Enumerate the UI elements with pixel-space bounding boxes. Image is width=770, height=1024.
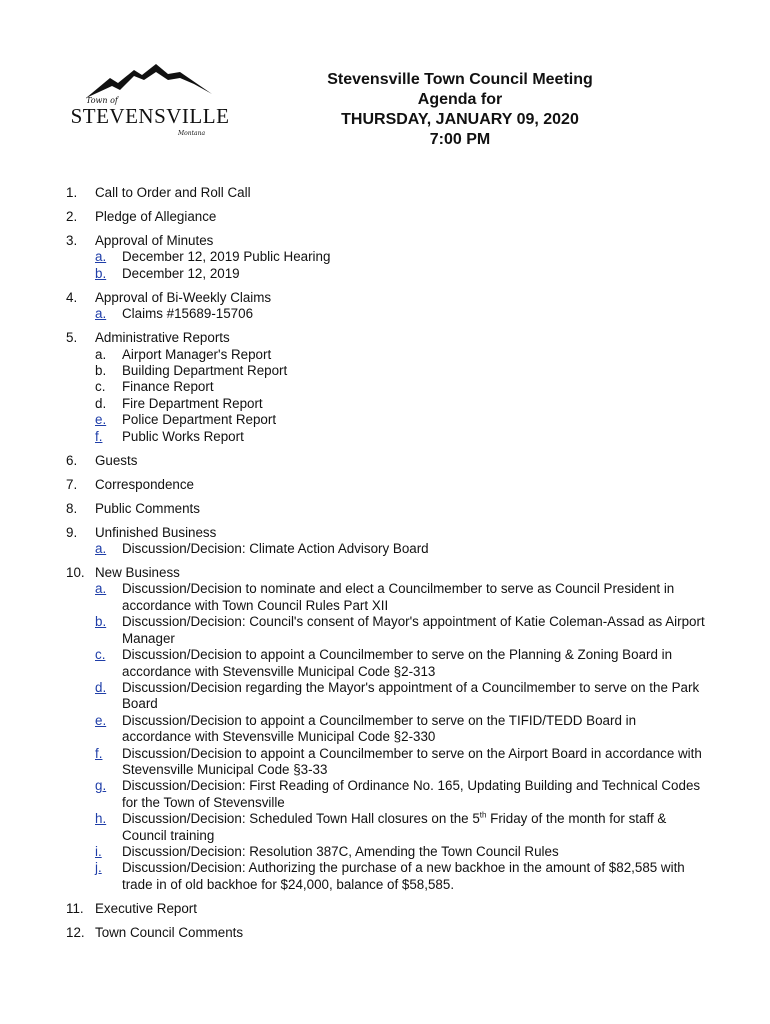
subitem-attachment-link[interactable]: e. (95, 712, 107, 728)
logo-state: Montana (178, 130, 206, 137)
subitem-text-main: Discussion/Decision: Council's consent of Mayor's appointment of Katie Coleman-Assad as Airport Manager (122, 614, 705, 646)
agenda-item-title: Administrative Reports (95, 330, 230, 346)
meeting-date: THURSDAY, JANUARY 09, 2020 (341, 111, 579, 128)
subitem-attachment-link[interactable]: a. (95, 306, 107, 322)
agenda-item-title: Approval of Minutes (95, 233, 214, 248)
subitem-text (122, 541, 706, 557)
agenda-item-title: Executive Report (95, 900, 197, 916)
agenda-item-body (95, 233, 706, 282)
agenda-header (300, 70, 620, 150)
meeting-time: 7:00 PM (429, 131, 491, 148)
agenda-subitem (95, 778, 706, 811)
subitem-text-main: Discussion/Decision: Scheduled Town Hall closures on the 5 (122, 811, 480, 827)
agenda-item-title: Approval of Bi-Weekly Claims (95, 289, 272, 305)
agenda-item-body (95, 525, 706, 558)
subitem-text (122, 412, 706, 428)
subitem-attachment-link[interactable]: c. (95, 647, 106, 663)
agenda-item-title: Town Council Comments (95, 924, 244, 940)
agenda-subitem (95, 860, 706, 893)
subitem-superscript: th (479, 810, 487, 820)
agenda-item-body (95, 477, 706, 493)
subitem-attachment-link[interactable]: a. (95, 249, 107, 265)
agenda-item-body (95, 901, 706, 917)
agenda-item-title: New Business (95, 565, 180, 581)
agenda-item-body (95, 290, 706, 323)
agenda-item-body (95, 209, 706, 225)
agenda-subitem (95, 844, 706, 860)
agenda-item-number: 9. (66, 524, 78, 540)
subitem-text (122, 811, 706, 844)
subitem-text-continued: Friday of the month for staff & Council training (122, 811, 667, 843)
agenda-for-label: Agenda for (417, 91, 503, 108)
subitem-text (122, 363, 706, 379)
agenda-item (66, 565, 706, 893)
agenda-item (66, 453, 706, 469)
logo-town-name: STEVENSVILLE (70, 104, 230, 128)
town-logo (70, 64, 230, 144)
agenda-item-body (95, 925, 706, 941)
subitem-text (122, 396, 706, 412)
subitem-text (122, 581, 706, 614)
subitem-text-main: Discussion/Decision: Resolution 387C, Amending the Town Council Rules (122, 843, 559, 859)
agenda-subitem (95, 746, 706, 779)
subitem-text-main: Building Department Report (122, 363, 288, 379)
agenda-item (66, 501, 706, 517)
agenda-subitem (95, 412, 706, 428)
subitem-attachment-link[interactable]: i. (95, 843, 102, 859)
subitem-attachment-link[interactable]: b. (95, 614, 107, 630)
meeting-title: Stevensville Town Council Meeting (327, 71, 593, 88)
logo-town-of: Town of (86, 96, 118, 105)
agenda-item-number: 7. (66, 476, 78, 492)
subitem-text-main: Discussion/Decision to appoint a Councilmember to serve on the Airport Board in accordance with Stevensville Municipal Code §3-33 (122, 745, 702, 777)
subitem-attachment-link[interactable]: a. (95, 541, 107, 557)
agenda-item (66, 330, 706, 445)
subitem-text-main: Police Department Report (122, 412, 277, 428)
subitem-attachment-link[interactable]: g. (95, 778, 107, 794)
subitem-attachment-link[interactable]: f. (95, 745, 103, 761)
agenda-item-number: 11. (66, 900, 84, 916)
subitem-letter: d. (95, 395, 107, 411)
subitem-text-main: Discussion/Decision to appoint a Councilmember to serve on the TIFID/TEDD Board in accordance with Stevensville Municipal Code §2-330 (122, 712, 637, 745)
agenda-item-body (95, 330, 706, 445)
agenda-subitem (95, 581, 706, 614)
agenda-item-number: 3. (66, 233, 78, 248)
subitem-letter: c. (95, 379, 106, 395)
agenda-subitem (95, 306, 706, 322)
subitem-text (122, 379, 706, 395)
agenda-item-body (95, 501, 706, 517)
subitem-text (122, 746, 706, 779)
agenda-item-number: 10. (66, 565, 85, 581)
subitem-attachment-link[interactable]: j. (95, 860, 102, 876)
agenda-item (66, 185, 706, 201)
subitem-text (122, 860, 706, 893)
agenda-subitem (95, 647, 706, 680)
agenda-subitem (95, 811, 706, 844)
subitem-text (122, 429, 706, 445)
subitem-text-main: December 12, 2019 Public Hearing (122, 249, 331, 265)
agenda-subitem (95, 429, 706, 445)
subitem-text (122, 249, 706, 265)
agenda-item (66, 233, 706, 282)
subitem-text-main: Finance Report (122, 379, 214, 395)
agenda-subitem (95, 266, 706, 282)
agenda-item (66, 525, 706, 558)
agenda-item-number: 6. (66, 452, 78, 468)
subitem-text-main: Discussion/Decision regarding the Mayor's appointment of a Councilmember to serve on the Park Board (122, 679, 700, 712)
subitem-text-main: Airport Manager's Report (122, 346, 272, 362)
agenda-item-title: Correspondence (95, 476, 195, 492)
subitem-text-main: Fire Department Report (122, 395, 263, 411)
subitem-attachment-link[interactable]: d. (95, 679, 107, 695)
subitem-attachment-link[interactable]: f. (95, 428, 103, 444)
subitem-attachment-link[interactable]: b. (95, 265, 107, 281)
subitem-text-main: Discussion/Decision: Climate Action Advisory Board (122, 541, 429, 557)
agenda-subitem (95, 713, 706, 746)
agenda-item-body (95, 185, 706, 201)
subitem-text (122, 306, 706, 322)
subitem-text (122, 713, 706, 746)
subitem-text (122, 778, 706, 811)
agenda-subitem (95, 680, 706, 713)
agenda-item-body (95, 565, 706, 893)
agenda-item-number: 2. (66, 209, 78, 224)
subitem-attachment-link[interactable]: h. (95, 811, 107, 827)
agenda-item (66, 901, 706, 917)
subitem-text-main: December 12, 2019 (122, 265, 240, 281)
agenda-subitem (95, 249, 706, 265)
agenda-item-title: Public Comments (95, 500, 200, 516)
subitem-text (122, 680, 706, 713)
subitem-text-main: Discussion/Decision: Authorizing the purchase of a new backhoe in the amount of $82,585 with trade in of old backhoe for $24,000, balance of $58,585. (122, 860, 685, 892)
subitem-text-main: Public Works Report (122, 428, 244, 444)
agenda-subitem (95, 379, 706, 395)
agenda-item (66, 925, 706, 941)
agenda-subitem (95, 363, 706, 379)
subitem-attachment-link[interactable]: e. (95, 412, 107, 428)
agenda-item-title: Call to Order and Roll Call (95, 185, 251, 200)
agenda-item-title: Guests (95, 452, 138, 468)
subitem-text (122, 347, 706, 363)
agenda-subitem (95, 541, 706, 557)
agenda-item (66, 209, 706, 225)
agenda-item-number: 8. (66, 500, 78, 516)
agenda-item-title: Unfinished Business (95, 524, 217, 540)
agenda-subitem (95, 396, 706, 412)
agenda-item (66, 290, 706, 323)
subitem-text (122, 647, 706, 680)
subitem-letter: b. (95, 363, 107, 379)
subitem-letter: a. (95, 346, 107, 362)
agenda-subitem (95, 614, 706, 647)
mountain-logo-icon (84, 64, 214, 98)
subitem-text (122, 266, 706, 282)
agenda-list (66, 185, 706, 949)
agenda-item-title: Pledge of Allegiance (95, 209, 217, 224)
subitem-text (122, 614, 706, 647)
agenda-item-number: 5. (66, 330, 78, 346)
subitem-text-main: Discussion/Decision: First Reading of Ordinance No. 165, Updating Building and Technical Codes for the Town of Stevensville (122, 778, 701, 810)
agenda-item-number: 1. (66, 185, 78, 200)
subitem-attachment-link[interactable]: a. (95, 581, 107, 597)
agenda-item (66, 477, 706, 493)
agenda-item-number: 4. (66, 289, 78, 305)
subitem-text-main: Discussion/Decision to appoint a Councilmember to serve on the Planning & Zoning Board in accordance with Stevensville Municipal Code §2-313 (122, 647, 673, 679)
agenda-subitem (95, 347, 706, 363)
subitem-text-main: Discussion/Decision to nominate and elect a Councilmember to serve as Council President in accordance with Town Council Rules Part XII (122, 581, 675, 613)
agenda-item-number: 12. (66, 924, 85, 940)
subitem-text (122, 844, 706, 860)
agenda-item-body (95, 453, 706, 469)
subitem-text-main: Claims #15689-15706 (122, 306, 254, 322)
